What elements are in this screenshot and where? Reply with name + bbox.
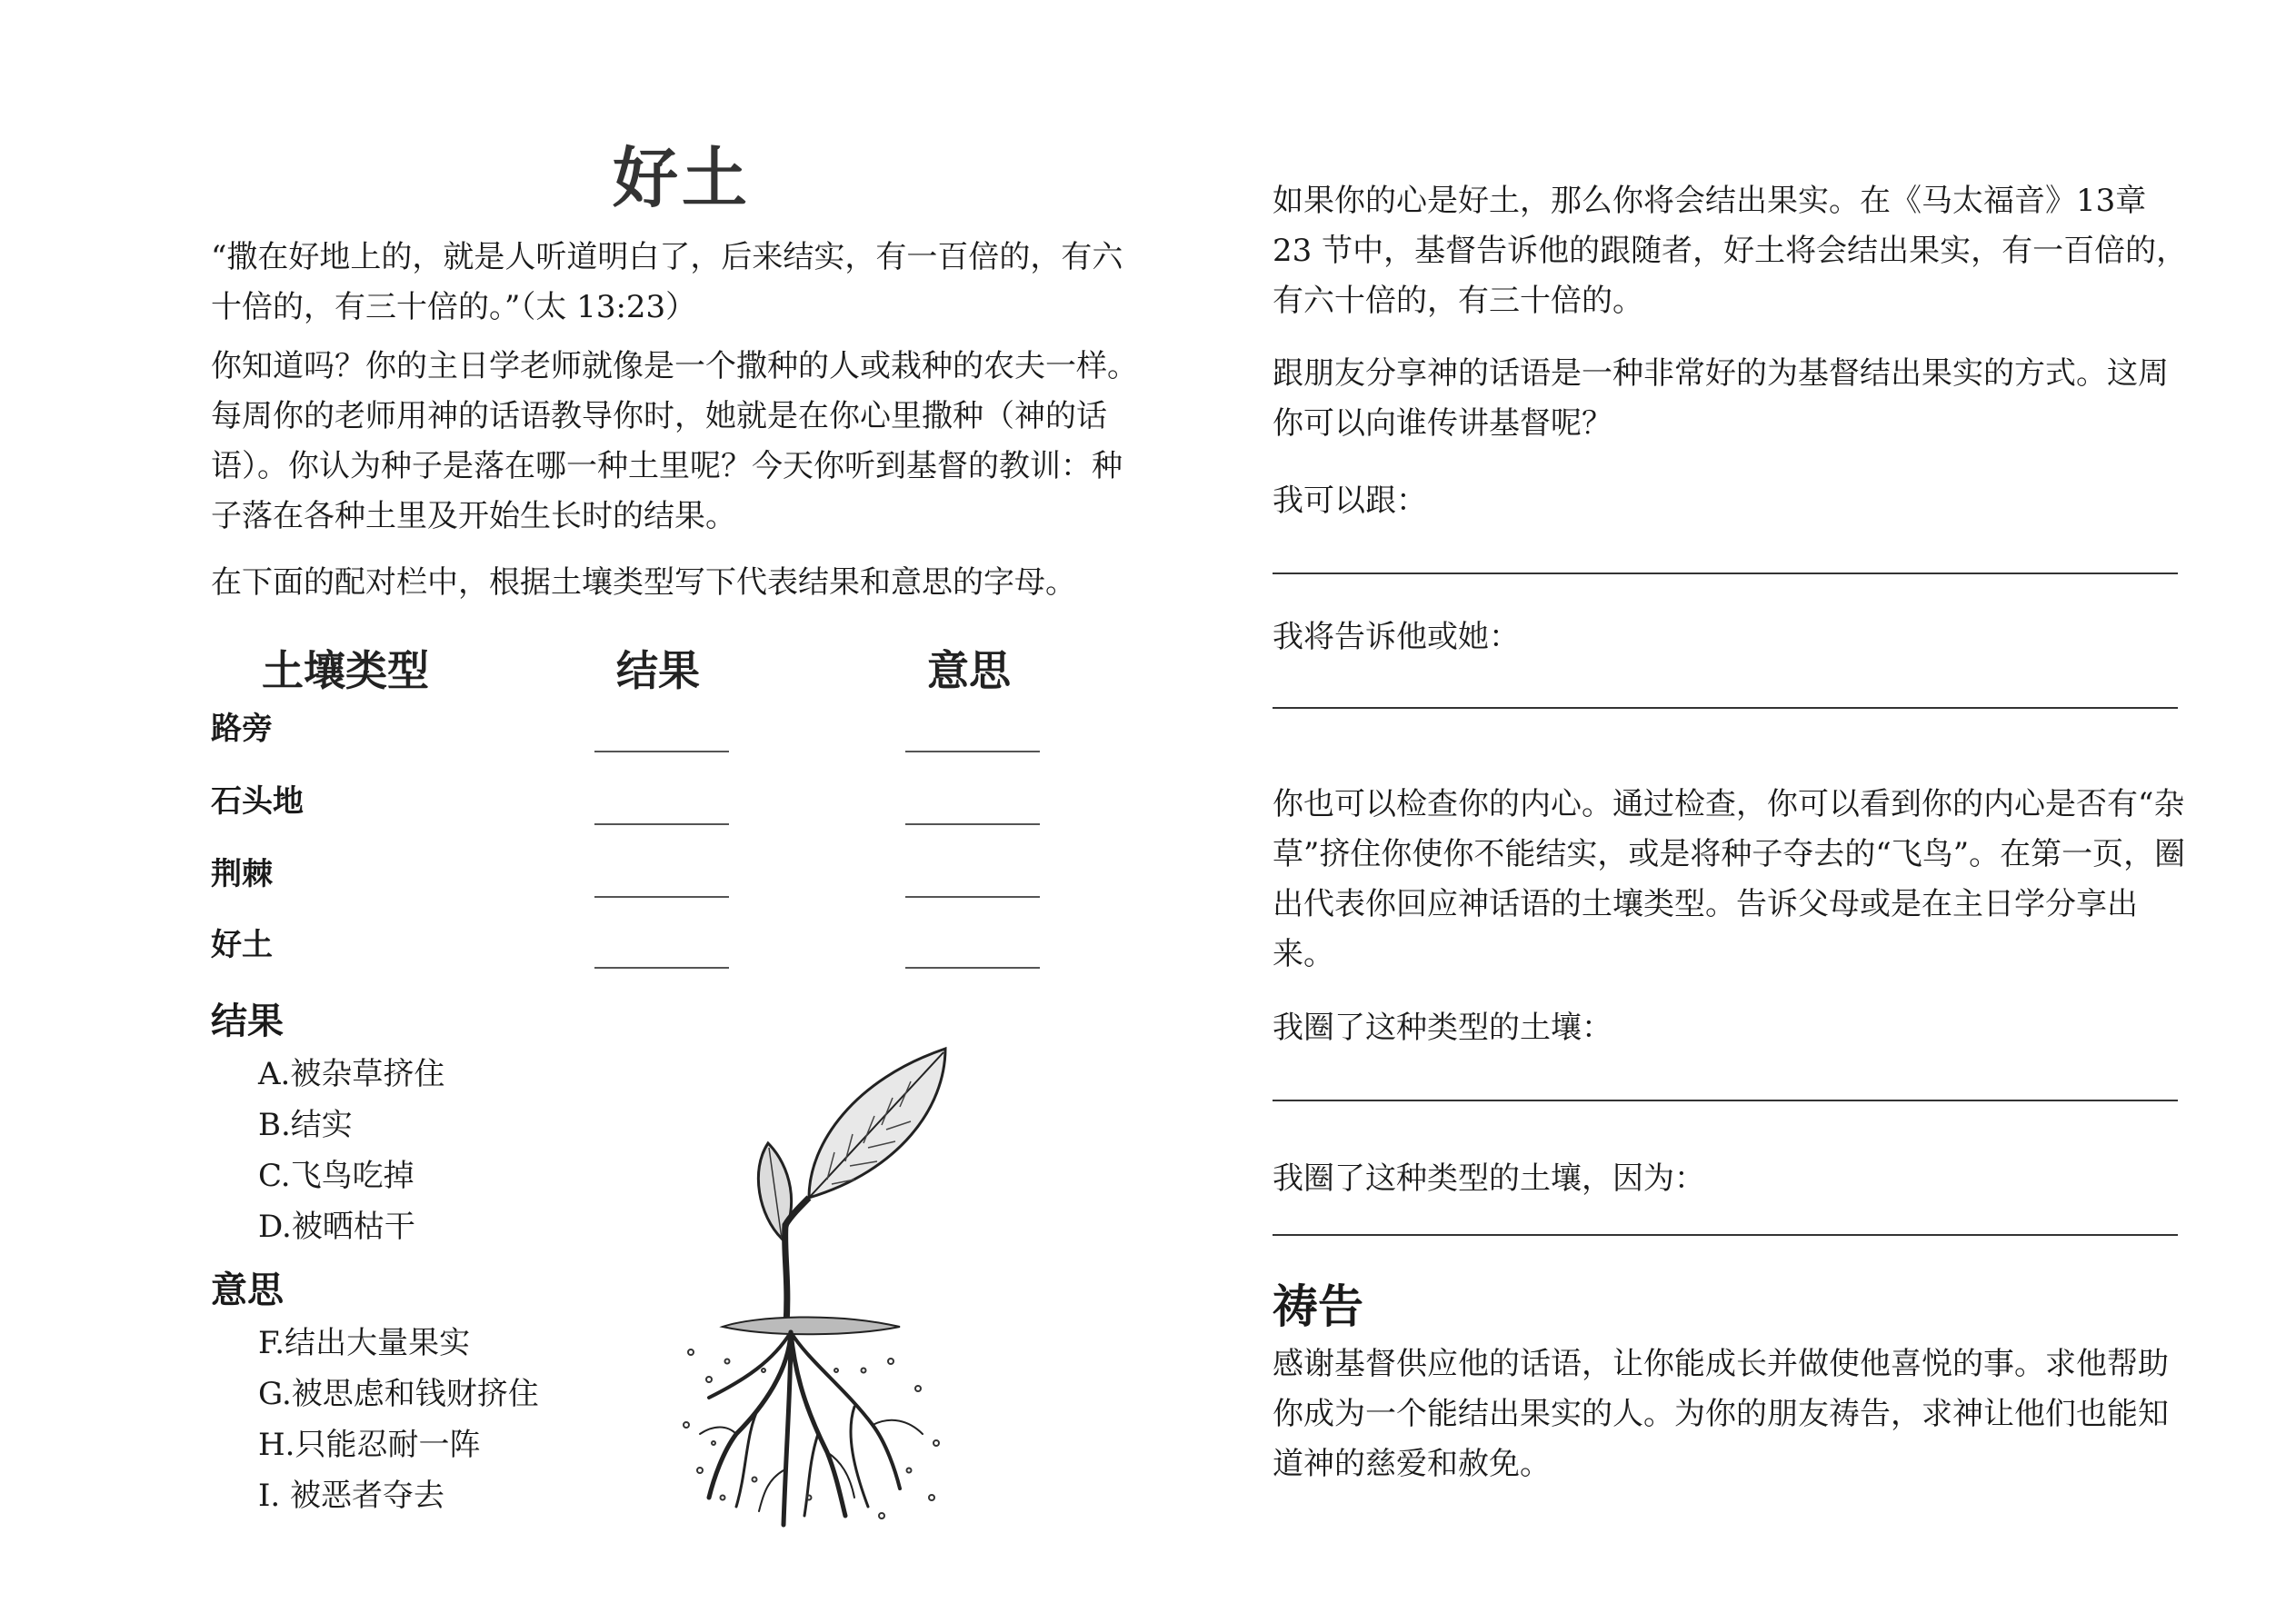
result-blank-good[interactable] bbox=[594, 967, 729, 969]
intro-paragraph: 你知道吗？你的主日学老师就像是一个撒种的人或栽种的农夫一样。每周你的老师用神的话语教导你时，她就是在你心里撒种（神的话语）。你认为种子是落在哪一种土里呢？今天你听到基督的教训：种子落在各种土里及开始生长时的结果。 bbox=[211, 348, 1138, 534]
meaning-option-h: H.只能忍耐一阵 bbox=[258, 1427, 481, 1463]
prompt-circled-because: 我圈了这种类型的土壤，因为： bbox=[1273, 1160, 1705, 1197]
meaning-blank-good[interactable] bbox=[905, 967, 1040, 969]
soil-type-stony: 石头地 bbox=[211, 783, 304, 820]
examine-heart-paragraph: 你也可以检查你的内心。通过检查，你可以看到你的内心是否有“杂草”挤住你使你不能结实，或是将种子夺去的“飞鸟”。在第一页，圈出代表你回应神话语的土壤类型。告诉父母或是在主日学分享出来。 bbox=[1273, 786, 2186, 972]
meaning-blank-wayside[interactable] bbox=[905, 751, 1040, 752]
answer-line-share-with[interactable] bbox=[1273, 573, 2178, 574]
meaning-blank-stony[interactable] bbox=[905, 823, 1040, 825]
result-option-b: B.结实 bbox=[258, 1107, 353, 1143]
soil-type-wayside: 路旁 bbox=[211, 711, 273, 747]
results-heading: 结果 bbox=[211, 1001, 284, 1042]
answer-line-because[interactable] bbox=[1273, 1234, 2178, 1236]
soil-type-good: 好土 bbox=[211, 927, 273, 963]
instruction-paragraph: 在下面的配对栏中，根据土壤类型写下代表结果和意思的字母。 bbox=[211, 564, 1076, 601]
table-header-result: 结果 bbox=[616, 646, 700, 695]
prompt-share-with: 我可以跟： bbox=[1273, 483, 1427, 519]
meaning-option-f: F.结出大量果实 bbox=[258, 1325, 471, 1361]
meanings-heading: 意思 bbox=[211, 1270, 284, 1311]
prayer-heading: 祷告 bbox=[1273, 1280, 1363, 1333]
result-blank-thorns[interactable] bbox=[594, 896, 729, 898]
result-blank-wayside[interactable] bbox=[594, 751, 729, 752]
share-paragraph: 跟朋友分享神的话语是一种非常好的为基督结出果实的方式。这周你可以向谁传讲基督呢？ bbox=[1273, 355, 2169, 442]
table-header-meaning: 意思 bbox=[927, 646, 1011, 695]
result-option-d: D.被晒枯干 bbox=[258, 1209, 415, 1245]
table-header-soil-type: 土壤类型 bbox=[262, 646, 429, 695]
verse-paragraph: “撒在好地上的，就是人听道明白了，后来结实，有一百倍的，有六十倍的，有三十倍的。”（太 13:23） bbox=[211, 239, 1123, 325]
page-title: 好土 bbox=[612, 140, 751, 216]
answer-line-tell-them[interactable] bbox=[1273, 707, 2178, 709]
result-blank-stony[interactable] bbox=[594, 823, 729, 825]
result-option-a: A.被杂草挤住 bbox=[258, 1056, 445, 1092]
fruit-paragraph: 如果你的心是好土，那么你将会结出果实。在《马太福音》13章 23 节中，基督告诉他的跟随者，好土将会结出果实，有一百倍的，有六十倍的，有三十倍的。 bbox=[1273, 183, 2188, 319]
meaning-option-g: G.被思虑和钱财挤住 bbox=[258, 1376, 539, 1412]
prayer-paragraph: 感谢基督供应他的话语，让你能成长并做使他喜悦的事。求他帮助你成为一个能结出果实的人。为你的朋友祷告，求神让他们也能知道神的慈爱和赦免。 bbox=[1273, 1346, 2169, 1482]
soil-type-thorns: 荆棘 bbox=[211, 856, 273, 892]
result-option-c: C.飞鸟吃掉 bbox=[258, 1158, 414, 1194]
meaning-blank-thorns[interactable] bbox=[905, 896, 1040, 898]
prompt-tell-them: 我将告诉他或她： bbox=[1273, 619, 1520, 655]
seedling-illustration bbox=[673, 1043, 963, 1534]
prompt-circled-soil: 我圈了这种类型的土壤： bbox=[1273, 1010, 1612, 1046]
meaning-option-i: I. 被恶者夺去 bbox=[258, 1478, 445, 1514]
answer-line-circled-soil[interactable] bbox=[1273, 1100, 2178, 1101]
